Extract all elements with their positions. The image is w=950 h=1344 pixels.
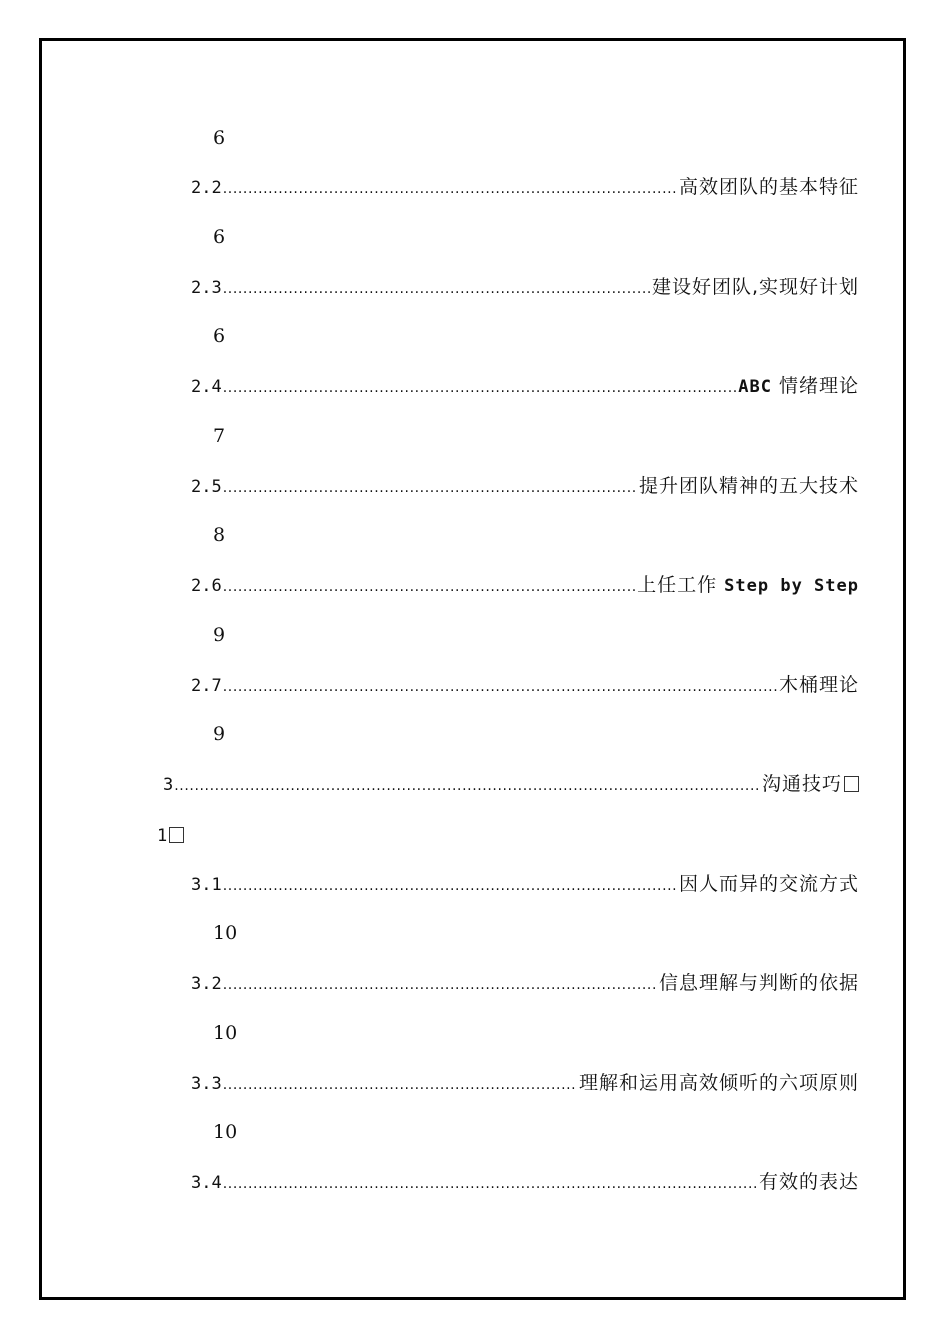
toc-dot-leader [223, 574, 635, 600]
toc-entry-title: 提升团队精神的五大技术 [638, 475, 859, 497]
missing-glyph-box-icon [844, 776, 859, 792]
toc-dot-leader [223, 1072, 577, 1098]
toc-entry-3-4[interactable] [191, 1169, 859, 1197]
toc-dot-leader [223, 1171, 757, 1197]
toc-page-number: 8 [213, 524, 226, 546]
toc-page-number: 10 [213, 1121, 238, 1143]
toc-entry-number: 2.2 [191, 178, 222, 198]
toc-entry-title: 因人而异的交流方式 [678, 873, 859, 895]
toc-entry-title-wrap [762, 771, 859, 797]
toc-page-number-wrap [157, 822, 184, 849]
toc-dot-leader [223, 176, 677, 202]
toc-dot-leader [223, 674, 777, 700]
toc-dot-leader [174, 773, 760, 799]
toc-dot-leader [223, 972, 657, 998]
toc-entry-number: 3.4 [191, 1173, 222, 1193]
toc-page-number: 1 [157, 826, 168, 846]
toc-entry-number: 2.3 [191, 278, 222, 298]
toc-dot-leader [223, 873, 677, 899]
toc-entry-2-6[interactable] [191, 572, 859, 600]
toc-entry-number: 3.3 [191, 1074, 222, 1094]
toc-entry-title: 上任工作 [637, 574, 718, 596]
toc-entry-2-5[interactable] [191, 473, 859, 501]
toc-page-number: 6 [213, 127, 226, 149]
toc-entry-number: 2.6 [191, 576, 222, 596]
toc-page-number: 10 [213, 922, 238, 944]
toc-page-number: 10 [213, 1022, 238, 1044]
missing-glyph-box-icon [169, 827, 184, 843]
toc-entry-title: 高效团队的基本特征 [678, 176, 859, 198]
toc-entry-title-suffix: Step by Step [724, 576, 859, 596]
toc-entry-2-3[interactable] [191, 274, 859, 302]
toc-page-number: 6 [213, 226, 226, 248]
toc-entry-3-3[interactable] [191, 1070, 859, 1098]
toc-entry-title-prefix: ABC [738, 377, 772, 397]
toc-page-number: 6 [213, 325, 226, 347]
toc-entry-2-4[interactable] [191, 373, 859, 401]
toc-entry-title: 信息理解与判断的依据 [658, 972, 859, 994]
toc-entry-number: 3.1 [191, 875, 222, 895]
toc-entry-3-2[interactable] [191, 970, 859, 998]
toc-entry-2-2[interactable] [191, 174, 859, 202]
toc-entry-2-7[interactable] [191, 672, 859, 700]
toc-entry-number: 3.2 [191, 974, 222, 994]
toc-entry-number: 2.5 [191, 477, 222, 497]
toc-entry-title: 木桶理论 [778, 674, 859, 696]
toc-entry-3-1[interactable] [191, 871, 859, 899]
toc-page-number: 7 [213, 425, 226, 447]
toc-entry-3[interactable] [163, 771, 859, 799]
toc-dot-leader [223, 475, 637, 501]
toc-entry-title-wrap [738, 373, 859, 400]
toc-entry-title: 情绪理论 [778, 375, 859, 397]
toc-dot-leader [223, 375, 737, 401]
toc-entry-title: 有效的表达 [758, 1171, 859, 1193]
toc-page-number: 9 [213, 723, 226, 745]
toc-entry-title: 建设好团队,实现好计划 [651, 276, 859, 298]
toc-dot-leader [223, 276, 650, 302]
toc-entry-title: 理解和运用高效倾听的六项原则 [578, 1072, 859, 1094]
toc-entry-title: 沟通技巧 [761, 773, 842, 795]
toc-entry-title-wrap [637, 572, 859, 599]
toc-page-number: 9 [213, 624, 226, 646]
page-frame [39, 38, 906, 1300]
toc-entry-number: 2.4 [191, 377, 222, 397]
toc-entry-number: 3 [163, 775, 174, 795]
toc-entry-number: 2.7 [191, 676, 222, 696]
